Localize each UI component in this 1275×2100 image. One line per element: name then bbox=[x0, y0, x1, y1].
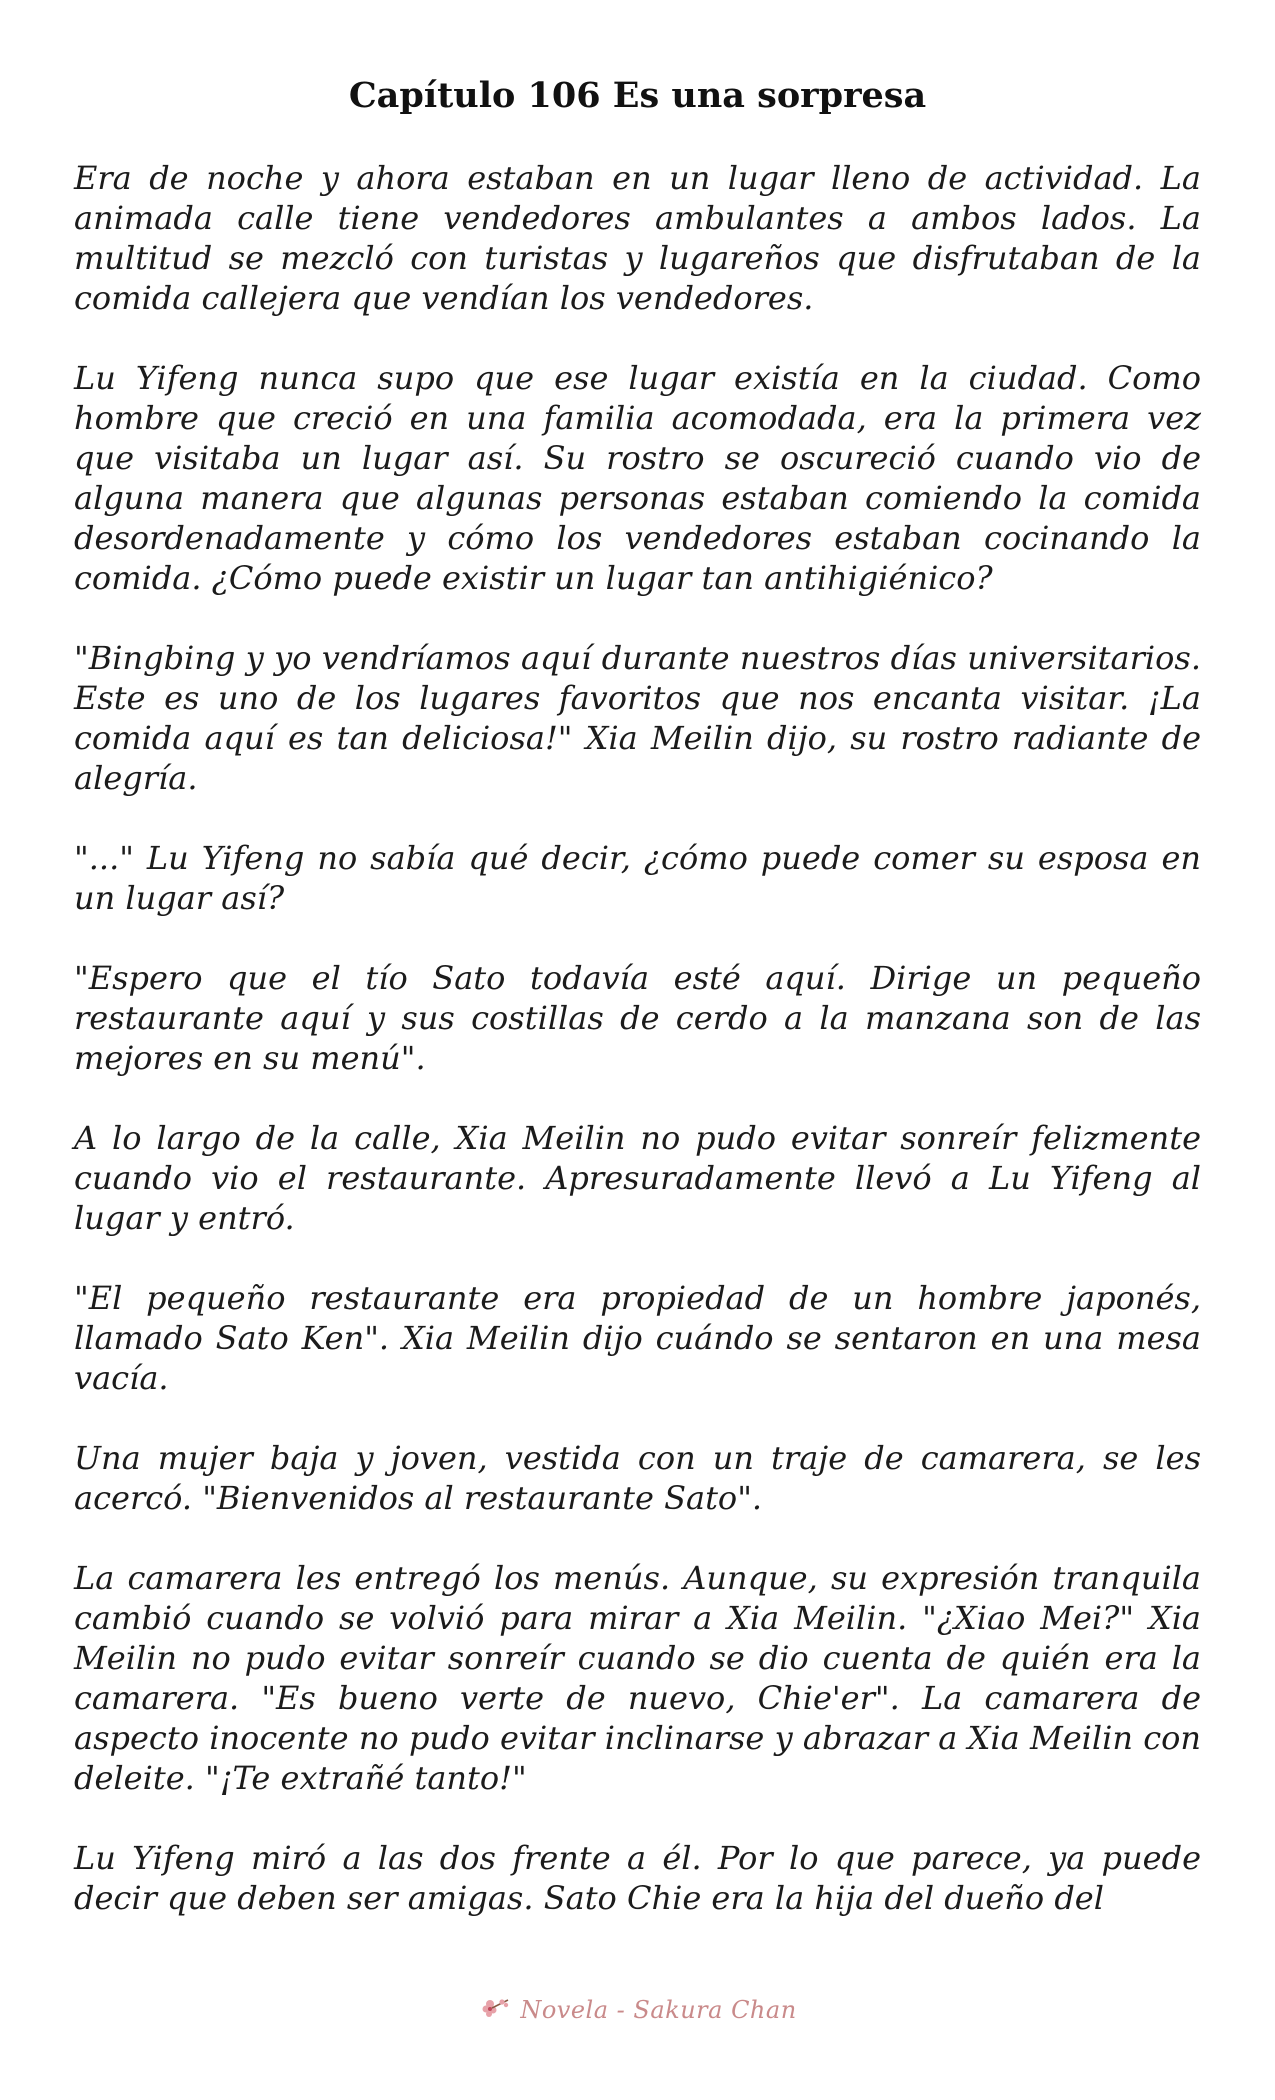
paragraph: "..." Lu Yifeng no sabía qué decir, ¿cómo puede comer su esposa en un lugar así? bbox=[74, 839, 1201, 917]
paragraph: Lu Yifeng nunca supo que ese lugar existía en la ciudad. Como hombre que creció en una familia acomodada, era la primera vez que visitaba un lugar así. Su rostro se oscureció cuando vio de alguna manera que algunas personas estaban comiendo la comida desordenadamente y cómo los vendedores estaban cocinando la comida. ¿Cómo puede existir un lugar tan antihigiénico? bbox=[74, 359, 1201, 597]
paragraph: "Espero que el tío Sato todavía esté aquí. Dirige un pequeño restaurante aquí y sus costillas de cerdo a la manzana son de las mejores en su menú". bbox=[74, 959, 1201, 1077]
watermark-text: Novela - Sakura Chan bbox=[520, 1996, 797, 2024]
paragraph: "Bingbing y yo vendríamos aquí durante nuestros días universitarios. Este es uno de los lugares favoritos que nos encanta visitar. ¡La comida aquí es tan deliciosa!" Xia Meilin dijo, su rostro radiante de alegría. bbox=[74, 639, 1201, 797]
paragraph: Era de noche y ahora estaban en un lugar lleno de actividad. La animada calle tiene vendedores ambulantes a ambos lados. La multitud se mezcló con turistas y lugareños que disfrutaban de la comida callejera que vendían los vendedores. bbox=[74, 159, 1201, 317]
paragraph: Lu Yifeng miró a las dos frente a él. Por lo que parece, ya puede decir que deben ser amigas. Sato Chie era la hija del dueño del bbox=[74, 1839, 1201, 1917]
paragraph: A lo largo de la calle, Xia Meilin no pudo evitar sonreír felizmente cuando vio el restaurante. Apresuradamente llevó a Lu Yifeng al lugar y entró. bbox=[74, 1119, 1201, 1237]
sakura-blossom-icon bbox=[478, 1992, 514, 2028]
chapter-body bbox=[74, 158, 1201, 1958]
paragraph: "El pequeño restaurante era propiedad de un hombre japonés, llamado Sato Ken". Xia Meilin dijo cuándo se sentaron en una mesa vacía. bbox=[74, 1279, 1201, 1397]
footer-watermark bbox=[0, 1990, 1275, 2030]
chapter-title: Capítulo 106 Es una sorpresa bbox=[348, 75, 927, 116]
paragraph: Una mujer baja y joven, vestida con un traje de camarera, se les acercó. "Bienvenidos al restaurante Sato". bbox=[74, 1439, 1201, 1517]
paragraph: La camarera les entregó los menús. Aunque, su expresión tranquila cambió cuando se volvió para mirar a Xia Meilin. "¿Xiao Mei?" Xia Meilin no pudo evitar sonreír cuando se dio cuenta de quién era la camarera. "Es bueno verte de nuevo, Chie'er". La camarera de aspecto inocente no pudo evitar inclinarse y abrazar a Xia Meilin con deleite. "¡Te extrañé tanto!" bbox=[74, 1559, 1201, 1797]
